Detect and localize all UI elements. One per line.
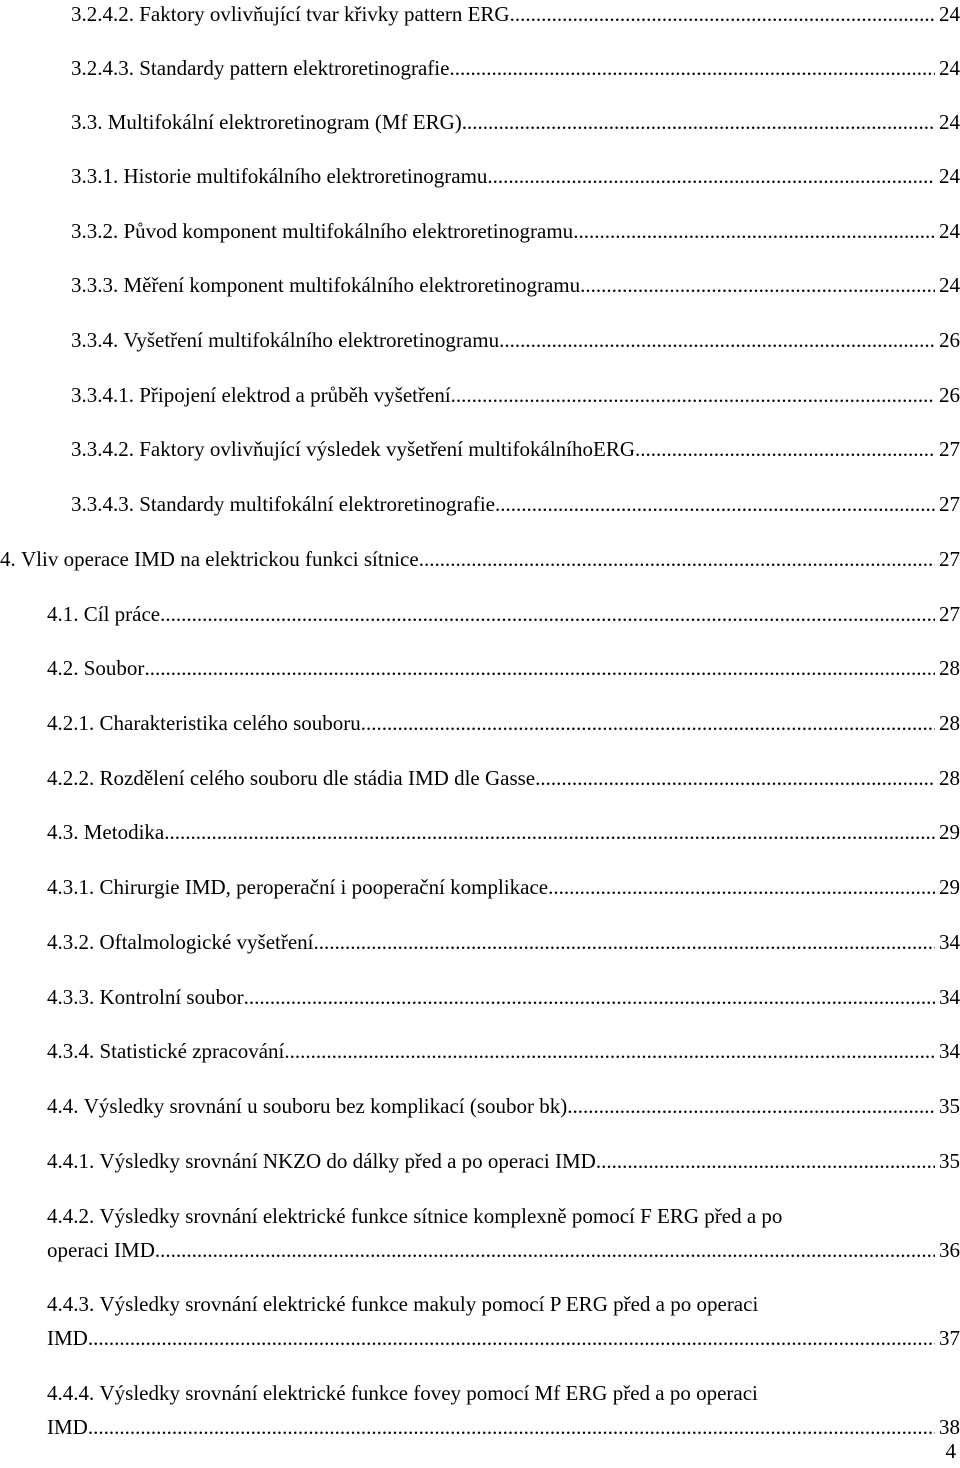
toc-entry[interactable] [71, 159, 960, 193]
toc-leader-dots [451, 378, 935, 412]
toc-entry-number: 4.3.3. [47, 985, 95, 1009]
toc-entry-number: 4. [0, 547, 16, 571]
toc-entry-page: 36 [939, 1238, 960, 1262]
toc-entry-title: Cíl práce [83, 602, 161, 626]
toc-entry-number: 4.4. [47, 1094, 79, 1118]
toc-entry[interactable] [47, 870, 960, 904]
toc-leader-dots [88, 1410, 935, 1444]
toc-entry-page: 24 [939, 2, 960, 26]
toc-entry-title-continued: IMD [47, 1415, 88, 1439]
toc-leader-dots [573, 214, 935, 248]
toc-entry[interactable] [71, 51, 960, 85]
toc-entry-page: 28 [939, 656, 960, 680]
toc-leader-dots [635, 432, 935, 466]
toc-leader-dots [462, 105, 935, 139]
toc-entry-number: 3.3.3. [71, 273, 119, 297]
toc-entry-title: Výsledky srovnání elektrické funkce fovey pomocí Mf ERG před a po operaci [99, 1381, 758, 1405]
page-number: 4 [945, 1439, 956, 1463]
toc-entry-page: 24 [939, 164, 960, 188]
toc-entry-title: Vliv operace IMD na elektrickou funkci sítnice [21, 547, 419, 571]
toc-entry-page: 34 [939, 985, 960, 1009]
toc-entry-title: Připojení elektrod a průběh vyšetření [139, 383, 451, 407]
toc-entry-number: 4.2.1. [47, 711, 95, 735]
toc-entry-number: 3.3.4. [71, 328, 119, 352]
toc-entry-page: 29 [939, 820, 960, 844]
toc-entry[interactable] [71, 487, 960, 521]
toc-entry-title: Standardy pattern elektroretinografie [139, 56, 450, 80]
toc-leader-dots [244, 980, 935, 1014]
toc-entry-title: Historie multifokálního elektroretinogramu [123, 164, 488, 188]
toc-entry-title: Kontrolní soubor [99, 985, 244, 1009]
toc-entry[interactable] [47, 761, 960, 795]
toc-entry-title: Faktory ovlivňující tvar křivky pattern ERG [139, 2, 510, 26]
toc-entry-number: 4.3.1. [47, 875, 95, 899]
toc-entry-page: 34 [939, 930, 960, 954]
toc-leader-dots [449, 51, 935, 85]
toc-leader-dots [155, 1233, 935, 1267]
toc-entry-title: Metodika [83, 820, 165, 844]
toc-entry-title: Charakteristika celého souboru [99, 711, 361, 735]
toc-entry-page: 37 [939, 1326, 960, 1350]
toc-entry-title: Původ komponent multifokálního elektroretinogramu [123, 219, 574, 243]
toc-entry-page: 24 [939, 219, 960, 243]
toc-entry-title-continued: IMD [47, 1326, 88, 1350]
toc-entry-page: 27 [939, 602, 960, 626]
toc-leader-dots [361, 706, 935, 740]
toc-entry-page: 34 [939, 1039, 960, 1063]
toc-entry[interactable] [0, 542, 960, 576]
toc-entry-title: Soubor [83, 656, 145, 680]
toc-entry-title: Výsledky srovnání elektrické funkce sítnice komplexně pomocí F ERG před a po [99, 1204, 783, 1228]
toc-entry[interactable] [47, 815, 960, 849]
toc-entry[interactable] [47, 1089, 960, 1123]
toc-entry-number: 3.3.4.3. [71, 492, 134, 516]
toc-leader-dots [548, 870, 935, 904]
toc-leader-dots [88, 1321, 935, 1355]
toc-entry-number: 4.1. [47, 602, 79, 626]
toc-entry-page: 27 [939, 492, 960, 516]
toc-entry-number: 3.3.1. [71, 164, 119, 188]
toc-entry-number: 4.3.4. [47, 1039, 95, 1063]
toc-entry-number: 4.4.1. [47, 1149, 95, 1173]
toc-leader-dots [164, 815, 935, 849]
toc-entry-title: Faktory ovlivňující výsledek vyšetření multifokálníhoERG [139, 437, 636, 461]
toc-entry-title: Rozdělení celého souboru dle stádia IMD dle Gasse [99, 766, 536, 790]
toc-leader-dots [596, 1144, 935, 1178]
toc-entry-page: 27 [939, 437, 960, 461]
toc-entry[interactable] [71, 323, 960, 357]
toc-entry[interactable] [47, 980, 960, 1014]
toc-entry-number: 4.2. [47, 656, 79, 680]
toc-entry-page: 27 [939, 547, 960, 571]
toc-entry-number: 3.3. [71, 110, 103, 134]
toc-entry[interactable] [71, 0, 960, 31]
toc-leader-dots [567, 1089, 935, 1123]
toc-leader-dots [160, 597, 935, 631]
toc-entry[interactable] [71, 432, 960, 466]
toc-entry-number: 4.4.2. [47, 1204, 95, 1228]
toc-entry-title: Oftalmologické vyšetření [99, 930, 314, 954]
toc-entry[interactable] [47, 1376, 960, 1444]
toc-leader-dots [284, 1034, 935, 1068]
toc-entry-page: 38 [939, 1415, 960, 1439]
toc-entry-page: 28 [939, 711, 960, 735]
toc-entry[interactable] [71, 268, 960, 302]
toc-leader-dots [144, 651, 935, 685]
toc-entry-page: 26 [939, 328, 960, 352]
toc-entry-title: Výsledky srovnání elektrické funkce makuly pomocí P ERG před a po operaci [99, 1292, 759, 1316]
toc-entry-title: Výsledky srovnání u souboru bez komplikací (soubor bk) [83, 1094, 568, 1118]
toc-entry-number: 4.2.2. [47, 766, 95, 790]
toc-entry[interactable] [71, 214, 960, 248]
toc-entry-page: 26 [939, 383, 960, 407]
toc-entry[interactable] [47, 1034, 960, 1068]
toc-entry-title: Chirurgie IMD, peroperační i pooperační komplikace [99, 875, 549, 899]
toc-entry[interactable] [47, 1287, 960, 1355]
toc-entry-number: 4.3. [47, 820, 79, 844]
toc-leader-dots [499, 323, 935, 357]
toc-entry-title: Vyšetření multifokálního elektroretinogramu [123, 328, 500, 352]
toc-entry-number: 4.4.3. [47, 1292, 95, 1316]
toc-leader-dots [580, 268, 935, 302]
toc-entry-number: 3.3.2. [71, 219, 119, 243]
toc-entry[interactable] [47, 706, 960, 740]
toc-entry-title-continued: operaci IMD [47, 1238, 155, 1262]
toc-leader-dots [419, 542, 935, 576]
toc-entry[interactable] [47, 1144, 960, 1178]
toc-entry-page: 28 [939, 766, 960, 790]
toc-entry-title: Standardy multifokální elektroretinografie [139, 492, 495, 516]
toc-entry-page: 29 [939, 875, 960, 899]
toc-leader-dots [510, 0, 935, 31]
toc-entry[interactable] [47, 925, 960, 959]
toc-entry[interactable] [71, 378, 960, 412]
toc-leader-dots [314, 925, 935, 959]
toc-entry-number: 3.2.4.3. [71, 56, 134, 80]
toc-entry-title: Multifokální elektroretinogram (Mf ERG) [107, 110, 462, 134]
toc-entry-page: 35 [939, 1149, 960, 1173]
toc-entry-number: 3.3.4.1. [71, 383, 134, 407]
toc-entry-page: 24 [939, 56, 960, 80]
toc-entry-number: 4.4.4. [47, 1381, 95, 1405]
toc-entry-number: 3.3.4.2. [71, 437, 134, 461]
toc-entry-page: 35 [939, 1094, 960, 1118]
toc-entry-title: Výsledky srovnání NKZO do dálky před a po operaci IMD [99, 1149, 596, 1173]
toc-entry[interactable] [71, 105, 960, 139]
toc-entry[interactable] [47, 1199, 960, 1267]
toc-entry-title: Statistické zpracování [99, 1039, 285, 1063]
toc-entry-title: Měření komponent multifokálního elektroretinogramu [123, 273, 581, 297]
toc-entry-number: 4.3.2. [47, 930, 95, 954]
toc-entry-number: 3.2.4.2. [71, 2, 134, 26]
toc-leader-dots [487, 159, 935, 193]
toc-entry-page: 24 [939, 110, 960, 134]
toc-leader-dots [495, 487, 935, 521]
toc-entry-page: 24 [939, 273, 960, 297]
toc-entry[interactable] [47, 597, 960, 631]
toc-entry[interactable] [47, 651, 960, 685]
toc-leader-dots [535, 761, 935, 795]
